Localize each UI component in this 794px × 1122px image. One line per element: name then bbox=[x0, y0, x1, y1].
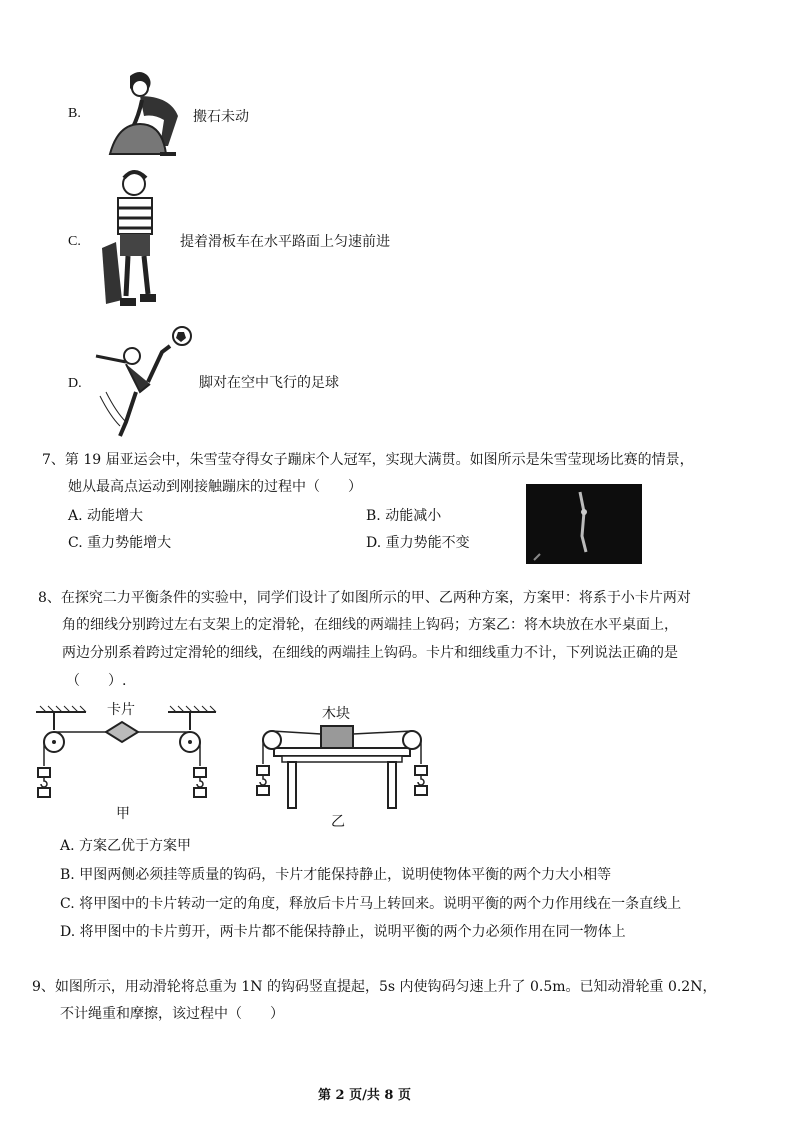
figure-yi-caption: 乙 bbox=[331, 814, 345, 830]
option-c-text: 提着滑板车在水平路面上匀速前进 bbox=[180, 234, 390, 250]
q7-option-c: C. 重力势能增大 bbox=[68, 535, 172, 551]
q7-option-b: B. 动能减小 bbox=[366, 508, 442, 524]
boy-with-scooter-illustration bbox=[100, 168, 164, 314]
q9-stem-line2: 不计绳重和摩擦，该过程中（ ） bbox=[60, 1006, 284, 1022]
trampoline-athlete-photo bbox=[526, 484, 642, 564]
q8-option-b: B. 甲图两侧必须挂等质量的钩码，卡片才能保持静止，说明使物体平衡的两个力大小相等 bbox=[60, 867, 612, 883]
q8-option-d: D. 将甲图中的卡片剪开，两卡片都不能保持静止，说明平衡的两个力必须作用在同一物体上 bbox=[60, 924, 626, 940]
q7-stem-line2: 她从最高点运动到刚接触蹦床的过程中（ ） bbox=[68, 479, 362, 495]
q8-stem-line4: （ ）. bbox=[66, 673, 127, 689]
q8-option-a: A. 方案乙优于方案甲 bbox=[60, 838, 192, 854]
card-label: 卡片 bbox=[107, 702, 135, 718]
q8-stem-line3: 两边分别系着跨过定滑轮的细线，在细线的两端挂上钩码。卡片和细线重力不计，下列说法正确的是 bbox=[62, 645, 678, 661]
q9-stem-line1: 9、如图所示，用动滑轮将总重为 1N 的钩码竖直提起，5s 内使钩码匀速上升了 0.5m。已知动滑轮重 0.2N， bbox=[32, 979, 717, 995]
block-label: 木块 bbox=[322, 706, 350, 722]
q8-stem-line2: 角的细线分别跨过左右支架上的定滑轮，在细线的两端挂上钩码；方案乙：将木块放在水平桌面上， bbox=[62, 617, 678, 633]
q8-stem-line1: 8、在探究二力平衡条件的实验中，同学们设计了如图所示的甲、乙两种方案，方案甲：将系于小卡片两对 bbox=[38, 590, 691, 606]
option-d-text: 脚对在空中飞行的足球 bbox=[199, 375, 339, 391]
figure-jia-caption: 甲 bbox=[116, 806, 130, 822]
option-b-text: 搬石未动 bbox=[193, 109, 249, 125]
kicking-football-illustration bbox=[92, 322, 194, 440]
option-b-letter: B. bbox=[68, 106, 81, 121]
q7-option-a: A. 动能增大 bbox=[68, 508, 144, 524]
figure-yi-block-table bbox=[254, 722, 430, 814]
q8-option-c: C. 将甲图中的卡片转动一定的角度，释放后卡片马上转回来。说明平衡的两个力作用线在一条直线上 bbox=[60, 896, 682, 912]
option-d-letter: D. bbox=[68, 376, 82, 391]
page-footer: 第 2 页/共 8 页 bbox=[318, 1088, 411, 1103]
lifting-stone-illustration bbox=[100, 66, 190, 158]
q7-stem-line1: 7、第 19 届亚运会中，朱雪莹夺得女子蹦床个人冠军，实现大满贯。如图所示是朱雪莹现场比赛的情景， bbox=[42, 452, 694, 468]
q7-option-d: D. 重力势能不变 bbox=[366, 535, 470, 551]
option-c-letter: C. bbox=[68, 234, 81, 249]
